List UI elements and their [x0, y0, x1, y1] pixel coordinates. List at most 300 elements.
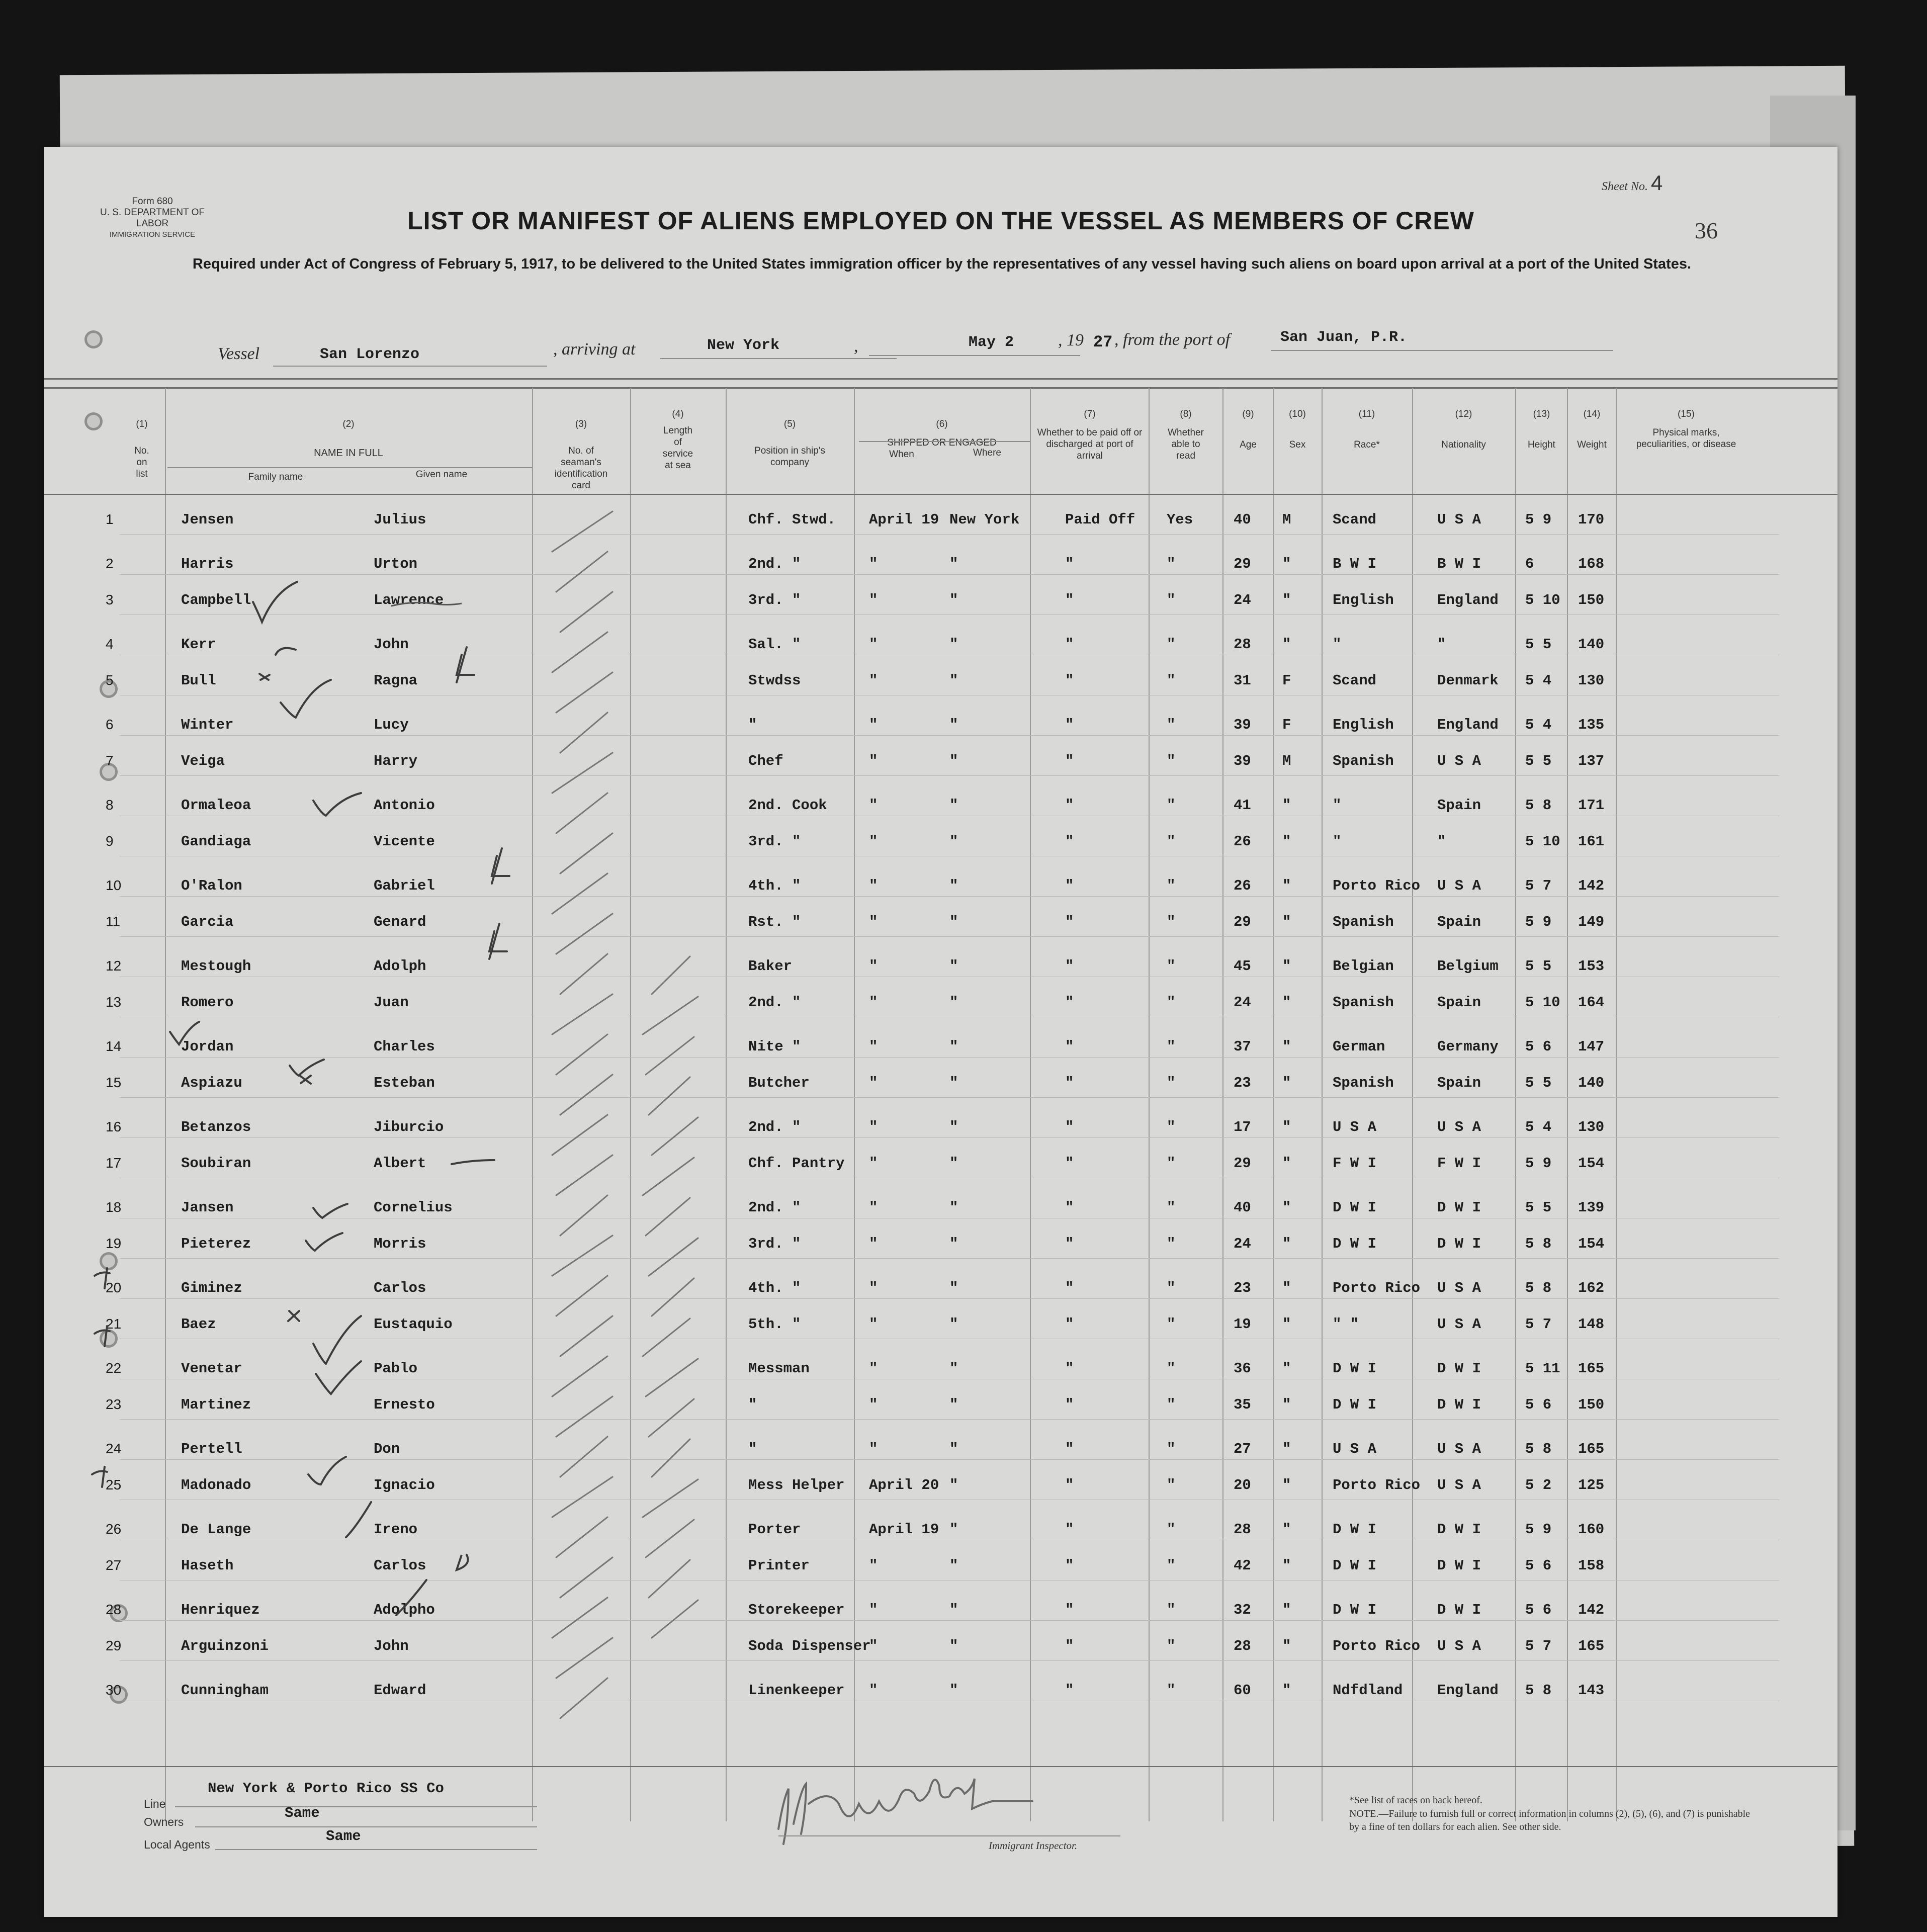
table-row [44, 1472, 1837, 1512]
cell-row-number: 2 [106, 556, 114, 571]
cell-sex: " [1282, 797, 1291, 814]
table-row [44, 868, 1837, 909]
table-row [44, 1110, 1837, 1150]
cell-able-to-read: " [1167, 1119, 1176, 1135]
cell-race: D W I [1333, 1396, 1377, 1413]
cell-sex: " [1282, 1038, 1291, 1055]
cell-nationality: Spain [1437, 1075, 1481, 1091]
cell-nationality: England [1437, 1682, 1499, 1699]
cell-weight: 162 [1578, 1280, 1605, 1296]
cell-race: Spanish [1333, 994, 1394, 1011]
cell-shipped-where: " [949, 1199, 958, 1216]
cell-race: D W I [1333, 1521, 1377, 1538]
table-row [44, 1552, 1837, 1593]
cell-able-to-read: " [1167, 1199, 1176, 1216]
cell-nationality: F W I [1437, 1155, 1481, 1172]
cell-shipped-when: " [869, 1602, 878, 1618]
cell-able-to-read: " [1167, 1236, 1176, 1252]
cell-race: B W I [1333, 556, 1377, 572]
cell-given-name: Carlos [374, 1557, 426, 1574]
cell-weight: 148 [1578, 1316, 1605, 1333]
cell-position: Baker [748, 958, 793, 975]
cell-weight: 168 [1578, 556, 1605, 572]
cell-paid-off: Paid Off [1065, 511, 1135, 528]
cell-sex: " [1282, 636, 1291, 653]
cell-given-name: Ireno [374, 1521, 418, 1538]
cell-nationality: D W I [1437, 1199, 1481, 1216]
cell-position: 2nd. " [748, 994, 801, 1011]
cell-shipped-when: " [869, 1199, 878, 1216]
cell-given-name: John [374, 1638, 409, 1654]
cell-family-name: De Lange [181, 1521, 251, 1538]
cell-race: Scand [1333, 511, 1377, 528]
cell-given-name: Ragna [374, 672, 418, 689]
cell-nationality: U S A [1437, 1477, 1481, 1494]
cell-nationality: U S A [1437, 1441, 1481, 1457]
table-row [44, 1231, 1837, 1271]
col-family-name-header: Family name [248, 472, 303, 482]
agents-value: Same [326, 1828, 361, 1845]
cell-nationality: U S A [1437, 1280, 1481, 1296]
cell-able-to-read: " [1167, 556, 1176, 572]
cell-position: Linenkeeper [748, 1682, 845, 1699]
cell-weight: 154 [1578, 1236, 1605, 1252]
cell-paid-off: " [1065, 1396, 1074, 1413]
cell-position: Chf. Pantry [748, 1155, 845, 1172]
cell-height: 5 9 [1525, 1521, 1552, 1538]
cell-age: 28 [1234, 1521, 1251, 1538]
cell-row-number: 19 [106, 1236, 122, 1251]
cell-age: 41 [1234, 797, 1251, 814]
cell-shipped-when: " [869, 636, 878, 653]
cell-row-number: 9 [106, 833, 114, 849]
sheet-number: 4 [1650, 171, 1663, 195]
date-separator: , [854, 337, 858, 356]
cell-row-number: 6 [106, 717, 114, 732]
cell-shipped-when: " [869, 1316, 878, 1333]
col-shipped-header: (6) SHIPPED OR ENGAGED [887, 419, 997, 448]
cell-race: Porto Rico [1333, 1638, 1421, 1654]
cell-shipped-where: " [949, 1682, 958, 1699]
cell-paid-off: " [1065, 1280, 1074, 1296]
cell-age: 17 [1234, 1119, 1251, 1135]
cell-family-name: Jordan [181, 1038, 234, 1055]
cell-able-to-read: " [1167, 1602, 1176, 1618]
cell-race: F W I [1333, 1155, 1377, 1172]
cell-nationality: Spain [1437, 797, 1481, 814]
cell-age: 29 [1234, 556, 1251, 572]
cell-given-name: John [374, 636, 409, 653]
cell-paid-off: " [1065, 1557, 1074, 1574]
cell-sex: " [1282, 1441, 1291, 1457]
cell-shipped-when: " [869, 1236, 878, 1252]
cell-paid-off: " [1065, 958, 1074, 975]
cell-shipped-where: " [949, 753, 958, 769]
cell-family-name: Veiga [181, 753, 225, 769]
cell-shipped-when: " [869, 1638, 878, 1654]
cell-shipped-when: " [869, 1441, 878, 1457]
cell-shipped-where: " [949, 1477, 958, 1494]
cell-nationality: D W I [1437, 1557, 1481, 1574]
cell-race: English [1333, 717, 1394, 733]
cell-family-name: Aspiazu [181, 1075, 242, 1091]
cell-sex: " [1282, 1119, 1291, 1135]
cell-shipped-when: " [869, 1557, 878, 1574]
cell-row-number: 24 [106, 1441, 122, 1456]
cell-shipped-where: " [949, 1155, 958, 1172]
cell-shipped-where: " [949, 672, 958, 689]
cell-paid-off: " [1065, 592, 1074, 608]
form-department: U. S. DEPARTMENT OF LABOR [100, 207, 205, 229]
cell-sex: " [1282, 1521, 1291, 1538]
cell-paid-off: " [1065, 1199, 1074, 1216]
cell-sex: " [1282, 1557, 1291, 1574]
table-row [44, 506, 1837, 547]
cell-sex: F [1282, 717, 1291, 733]
cell-nationality: " [1437, 833, 1446, 850]
cell-shipped-where: New York [949, 511, 1020, 528]
cell-height: 5 5 [1525, 958, 1552, 975]
table-row [44, 1432, 1837, 1472]
owners-value: Same [285, 1805, 320, 1821]
cell-race: U S A [1333, 1119, 1377, 1135]
cell-sex: " [1282, 1360, 1291, 1377]
cell-able-to-read: " [1167, 914, 1176, 930]
cell-paid-off: " [1065, 1038, 1074, 1055]
cell-paid-off: " [1065, 636, 1074, 653]
cell-weight: 160 [1578, 1521, 1605, 1538]
table-row [44, 708, 1837, 748]
cell-weight: 165 [1578, 1638, 1605, 1654]
cell-position: 5th. " [748, 1316, 801, 1333]
cell-paid-off: " [1065, 672, 1074, 689]
cell-sex: " [1282, 833, 1291, 850]
cell-race: " " [1333, 1316, 1359, 1333]
cell-paid-off: " [1065, 1155, 1074, 1172]
races-note: *See list of races on back hereof. [1349, 1795, 1482, 1806]
cell-able-to-read: " [1167, 1155, 1176, 1172]
cell-paid-off: " [1065, 1236, 1074, 1252]
col-read-header: (8) Whether able to read [1168, 409, 1204, 461]
cell-shipped-when: " [869, 1682, 878, 1699]
cell-height: 5 2 [1525, 1477, 1552, 1494]
inspector-label: Immigrant Inspector. [989, 1839, 1078, 1852]
col-when-header: When [889, 449, 914, 460]
cell-family-name: Soubiran [181, 1155, 251, 1172]
table-row [44, 1593, 1837, 1633]
cell-able-to-read: " [1167, 833, 1176, 850]
cell-race: D W I [1333, 1360, 1377, 1377]
arriving-label: , arriving at [553, 340, 636, 359]
cell-nationality: Spain [1437, 994, 1481, 1011]
cell-height: 5 7 [1525, 1638, 1552, 1654]
cell-shipped-where: " [949, 1396, 958, 1413]
cell-weight: 130 [1578, 672, 1605, 689]
cell-able-to-read: " [1167, 1477, 1176, 1494]
cell-height: 5 4 [1525, 1119, 1552, 1135]
cell-paid-off: " [1065, 797, 1074, 814]
cell-weight: 130 [1578, 1119, 1605, 1135]
table-row [44, 1351, 1837, 1391]
cell-weight: 164 [1578, 994, 1605, 1011]
col-physical-marks-header: (15) Physical marks, peculiarities, or disease [1636, 409, 1736, 450]
cell-age: 32 [1234, 1602, 1251, 1618]
cell-age: 35 [1234, 1396, 1251, 1413]
cell-nationality: U S A [1437, 1119, 1481, 1135]
cell-row-number: 10 [106, 877, 122, 893]
cell-shipped-where: " [949, 877, 958, 894]
cell-age: 60 [1234, 1682, 1251, 1699]
cell-family-name: Arguinzoni [181, 1638, 269, 1654]
arrival-year: 27 [1093, 333, 1113, 352]
cell-height: 5 5 [1525, 1075, 1552, 1091]
cell-able-to-read: " [1167, 636, 1176, 653]
cell-race: " [1333, 797, 1342, 814]
cell-nationality: U S A [1437, 1316, 1481, 1333]
cell-sex: " [1282, 556, 1291, 572]
table-row [44, 949, 1837, 989]
cell-given-name: Jiburcio [374, 1119, 444, 1135]
cell-sex: " [1282, 1396, 1291, 1413]
cell-able-to-read: " [1167, 1075, 1176, 1091]
from-port-label: , from the port of [1114, 330, 1231, 349]
cell-given-name: Ernesto [374, 1396, 435, 1413]
cell-able-to-read: " [1167, 1441, 1176, 1457]
cell-race: D W I [1333, 1602, 1377, 1618]
page-number: 36 [1695, 218, 1718, 243]
cell-given-name: Don [374, 1441, 400, 1457]
from-port: San Juan, P.R. [1280, 329, 1408, 346]
table-row [44, 547, 1837, 587]
cell-row-number: 8 [106, 797, 114, 813]
cell-weight: 140 [1578, 636, 1605, 653]
cell-family-name: Madonado [181, 1477, 251, 1494]
cell-given-name: Lucy [374, 717, 409, 733]
cell-paid-off: " [1065, 753, 1074, 769]
cell-shipped-when: " [869, 753, 878, 769]
cell-able-to-read: " [1167, 1638, 1176, 1654]
cell-race: Ndfdland [1333, 1682, 1403, 1699]
col-sex-header: (10) Sex [1289, 409, 1306, 450]
cell-family-name: Campbell [181, 592, 251, 608]
table-row [44, 1633, 1837, 1673]
cell-able-to-read: " [1167, 958, 1176, 975]
cell-shipped-when: April 19 [869, 1521, 939, 1538]
cell-height: 5 9 [1525, 1155, 1552, 1172]
cell-family-name: Kerr [181, 636, 216, 653]
cell-sex: " [1282, 1638, 1291, 1654]
cell-shipped-where: " [949, 1557, 958, 1574]
cell-race: D W I [1333, 1557, 1377, 1574]
cell-row-number: 13 [106, 994, 122, 1010]
form-number: Form 680 [132, 196, 173, 207]
cell-paid-off: " [1065, 1119, 1074, 1135]
cell-sex: " [1282, 958, 1291, 975]
cell-age: 19 [1234, 1316, 1251, 1333]
cell-height: 5 4 [1525, 717, 1552, 733]
cell-height: 5 7 [1525, 877, 1552, 894]
table-row [44, 627, 1837, 667]
cell-row-number: 14 [106, 1038, 122, 1054]
cell-able-to-read: " [1167, 877, 1176, 894]
cell-position: 3rd. " [748, 592, 801, 608]
cell-shipped-when: " [869, 1155, 878, 1172]
table-row [44, 1512, 1837, 1552]
cell-shipped-where: " [949, 958, 958, 975]
cell-given-name: Adolpho [374, 1602, 435, 1618]
cell-paid-off: " [1065, 1638, 1074, 1654]
col-name-header: (2) NAME IN FULL [314, 419, 383, 459]
table-row [44, 1271, 1837, 1311]
cell-age: 29 [1234, 914, 1251, 930]
cell-shipped-when: " [869, 1075, 878, 1091]
cell-position: Stwdss [748, 672, 801, 689]
cell-age: 23 [1234, 1280, 1251, 1296]
cell-family-name: Romero [181, 994, 234, 1011]
cell-race: D W I [1333, 1236, 1377, 1252]
cell-row-number: 26 [106, 1521, 122, 1537]
cell-row-number: 21 [106, 1316, 122, 1332]
cell-given-name: Charles [374, 1038, 435, 1055]
cell-age: 28 [1234, 1638, 1251, 1654]
cell-position: " [748, 1396, 757, 1413]
cell-nationality: D W I [1437, 1521, 1481, 1538]
cell-position: " [748, 1441, 757, 1457]
cell-age: 20 [1234, 1477, 1251, 1494]
cell-position: Chef [748, 753, 783, 769]
page-title: LIST OR MANIFEST OF ALIENS EMPLOYED ON THE VESSEL AS MEMBERS OF CREW [407, 207, 1474, 235]
cell-paid-off: " [1065, 914, 1074, 930]
sheet-number-label: Sheet No. [1602, 180, 1648, 193]
year-label: , 19 [1058, 331, 1084, 349]
cell-shipped-where: " [949, 1075, 958, 1091]
cell-paid-off: " [1065, 1521, 1074, 1538]
cell-given-name: Eustaquio [374, 1316, 453, 1333]
cell-position: 4th. " [748, 1280, 801, 1296]
manifest-sheet [44, 147, 1837, 1917]
cell-shipped-when: " [869, 1038, 878, 1055]
cell-age: 24 [1234, 994, 1251, 1011]
cell-age: 27 [1234, 1441, 1251, 1457]
cell-shipped-where: " [949, 592, 958, 608]
cell-sex: " [1282, 1316, 1291, 1333]
cell-position: 2nd. " [748, 1199, 801, 1216]
cell-weight: 158 [1578, 1557, 1605, 1574]
cell-family-name: Betanzos [181, 1119, 251, 1135]
cell-height: 5 5 [1525, 753, 1552, 769]
cell-given-name: Julius [374, 511, 426, 528]
cell-able-to-read: " [1167, 1521, 1176, 1538]
arrival-date: May 2 [969, 334, 1014, 351]
cell-paid-off: " [1065, 1441, 1074, 1457]
cell-sex: M [1282, 511, 1291, 528]
cell-nationality: England [1437, 592, 1499, 608]
cell-given-name: Ignacio [374, 1477, 435, 1494]
cell-nationality: U S A [1437, 753, 1481, 769]
cell-able-to-read: " [1167, 1280, 1176, 1296]
cell-family-name: Haseth [181, 1557, 234, 1574]
cell-weight: 154 [1578, 1155, 1605, 1172]
cell-weight: 147 [1578, 1038, 1605, 1055]
cell-given-name: Morris [374, 1236, 426, 1252]
cell-shipped-when: " [869, 672, 878, 689]
cell-sex: " [1282, 1199, 1291, 1216]
cell-height: 5 11 [1525, 1360, 1560, 1377]
cell-nationality: B W I [1437, 556, 1481, 572]
cell-given-name: Edward [374, 1682, 426, 1699]
cell-paid-off: " [1065, 1682, 1074, 1699]
table-row [44, 1673, 1837, 1713]
cell-weight: 135 [1578, 717, 1605, 733]
cell-shipped-where: " [949, 994, 958, 1011]
cell-age: 24 [1234, 1236, 1251, 1252]
cell-sex: " [1282, 1602, 1291, 1618]
cell-paid-off: " [1065, 556, 1074, 572]
cell-weight: 171 [1578, 797, 1605, 814]
cell-weight: 143 [1578, 1682, 1605, 1699]
cell-given-name: Harry [374, 753, 418, 769]
cell-family-name: Jensen [181, 511, 234, 528]
col-no-header: (1) No. on list [134, 419, 149, 479]
cell-paid-off: " [1065, 717, 1074, 733]
cell-able-to-read: " [1167, 994, 1176, 1011]
cell-family-name: Harris [181, 556, 234, 572]
cell-race: Porto Rico [1333, 1280, 1421, 1296]
cell-row-number: 18 [106, 1199, 122, 1215]
cell-able-to-read: " [1167, 1396, 1176, 1413]
table-row [44, 1311, 1837, 1351]
cell-row-number: 28 [106, 1602, 122, 1617]
table-row [44, 1391, 1837, 1432]
vessel-name: San Lorenzo [320, 346, 420, 363]
cell-sex: " [1282, 877, 1291, 894]
cell-given-name: Albert [374, 1155, 426, 1172]
col-where-header: Where [973, 448, 1001, 458]
cell-position: Soda Dispenser [748, 1638, 871, 1654]
cell-position: Messman [748, 1360, 810, 1377]
cell-weight: 137 [1578, 753, 1605, 769]
cell-race: Porto Rico [1333, 1477, 1421, 1494]
cell-weight: 153 [1578, 958, 1605, 975]
cell-given-name: Pablo [374, 1360, 418, 1377]
cell-race: D W I [1333, 1199, 1377, 1216]
cell-paid-off: " [1065, 877, 1074, 894]
punch-hole [84, 330, 103, 348]
cell-given-name: Cornelius [374, 1199, 453, 1216]
cell-able-to-read: " [1167, 1682, 1176, 1699]
cell-weight: 140 [1578, 1075, 1605, 1091]
table-row [44, 828, 1837, 868]
cell-paid-off: " [1065, 994, 1074, 1011]
cell-row-number: 7 [106, 753, 114, 768]
cell-family-name: Martinez [181, 1396, 251, 1413]
cell-position: 2nd. Cook [748, 797, 827, 814]
cell-weight: 142 [1578, 1602, 1605, 1618]
cell-height: 5 4 [1525, 672, 1552, 689]
cell-race: Spanish [1333, 1075, 1394, 1091]
cell-able-to-read: " [1167, 753, 1176, 769]
cell-family-name: Venetar [181, 1360, 242, 1377]
cell-height: 6 [1525, 556, 1534, 572]
cell-able-to-read: " [1167, 592, 1176, 608]
cell-age: 26 [1234, 877, 1251, 894]
cell-row-number: 17 [106, 1155, 122, 1171]
cell-family-name: Ormaleoa [181, 797, 251, 814]
cell-position: 2nd. " [748, 556, 801, 572]
table-row [44, 909, 1837, 949]
cell-height: 5 7 [1525, 1316, 1552, 1333]
cell-age: 24 [1234, 592, 1251, 608]
